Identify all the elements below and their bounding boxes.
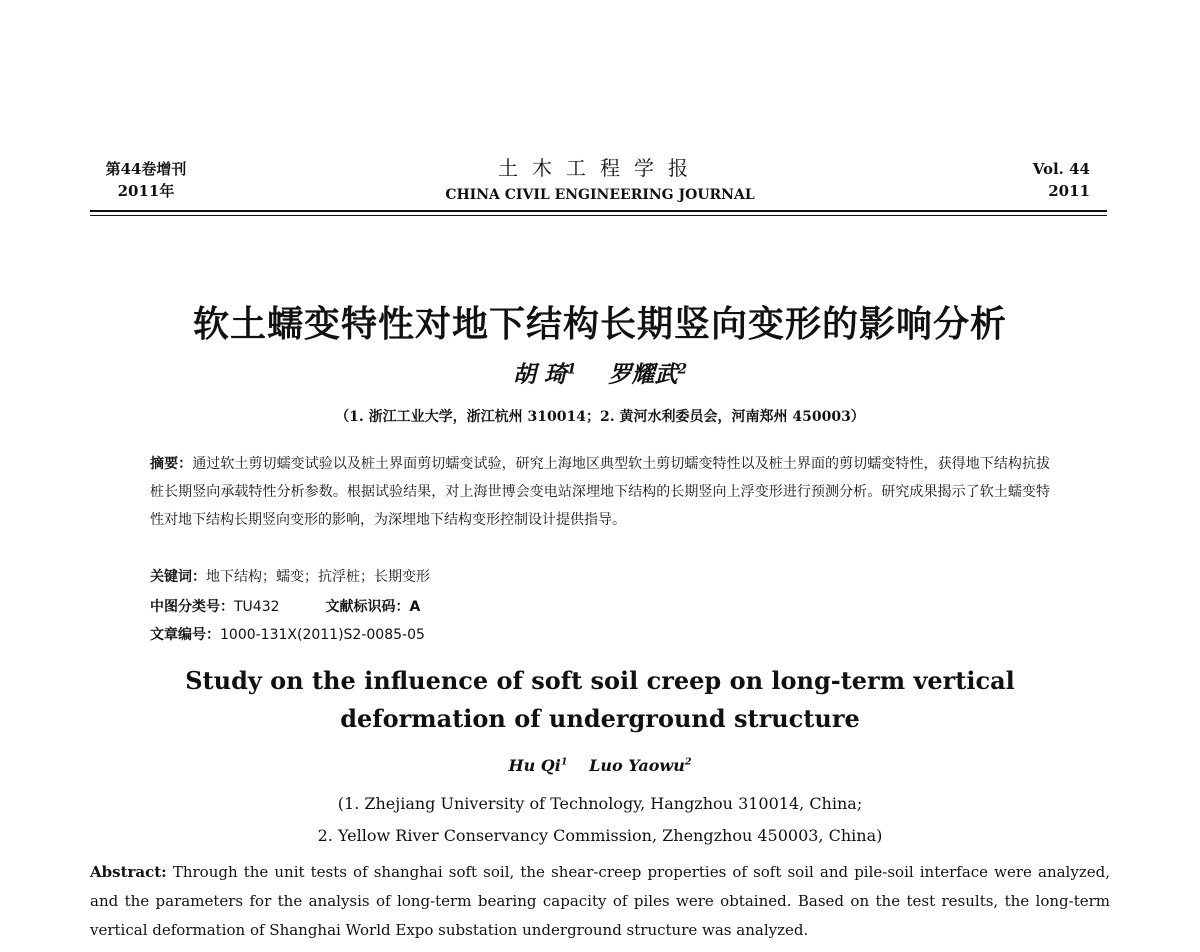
keywords-label: 关键词： xyxy=(150,569,206,585)
article-number xyxy=(150,624,425,644)
clc-label: 中图分类号： xyxy=(150,599,234,615)
keywords-text: 地下结构；蠕变；抗浮桩；长期变形 xyxy=(206,569,430,585)
affiliation-cn: （1. 浙江工业大学，浙江杭州 310014；2. 黄河水利委员会，河南郑州 450003） xyxy=(335,409,865,425)
abstract-cn xyxy=(150,450,1050,534)
article-number-label: 文章编号： xyxy=(150,627,220,643)
authors-cn xyxy=(0,356,1200,389)
authors-en xyxy=(0,756,1200,775)
abstract-cn-text: 通过软土剪切蠕变试验以及桩土界面剪切蠕变试验，研究上海地区典型软土剪切蠕变特性以及桩土界面的剪切蠕变特性，获得地下结构抗拔桩长期竖向承载特性分析参数。根据试验结果，对上海世博会变电站深埋地下结构的长期竖向上浮变形进行预测分析。研究成果揭示了软土蠕变特性对地下结构长期竖向变形的影响，为深埋地下结构变形控制设计提供指导。 xyxy=(150,456,1051,528)
affiliation-en-line: (1. Zhejiang University of Technology, Hangzhou 310014, China; xyxy=(337,794,863,813)
title-en-line: deformation of underground structure xyxy=(340,704,860,733)
author-cn: 胡 琦$^1$ xyxy=(512,361,577,388)
year-en: 2011 xyxy=(1048,182,1090,200)
paper-title-cn: 软土蠕变特性对地下结构长期竖向变形的影响分析 xyxy=(192,304,1007,345)
doc-code-label: 文献标识码： xyxy=(325,599,410,615)
paper-title-en xyxy=(0,662,1200,738)
keywords-cn xyxy=(150,566,430,586)
journal-masthead xyxy=(0,152,1200,203)
article-number-value: 1000-131X(2011)S2-0085-05 xyxy=(220,627,425,643)
doc-code-value: A xyxy=(409,599,421,615)
volume-info xyxy=(1033,158,1090,202)
affiliation-en-line: 2. Yellow River Conservancy Commission, Zhengzhou 450003, China) xyxy=(317,826,883,845)
classification xyxy=(150,596,420,616)
clc-value: TU432 xyxy=(234,599,280,615)
author-cn: 罗耀武$^2$ xyxy=(608,361,688,388)
abstract-en-label: Abstract: xyxy=(90,863,167,881)
affiliation-en xyxy=(0,788,1200,852)
year-cn: 2011年 xyxy=(117,182,175,200)
volume-en: Vol. 44 xyxy=(1032,160,1090,178)
header-rule-thick xyxy=(90,210,1107,212)
header-rule-thin xyxy=(90,215,1107,216)
volume-issue: 第44卷增刊 xyxy=(105,160,187,178)
author-en: Hu Qi$^1$ xyxy=(508,756,568,775)
abstract-en xyxy=(90,858,1110,945)
author-en: Luo Yaowu$^2$ xyxy=(589,756,692,775)
journal-name-en: CHINA CIVIL ENGINEERING JOURNAL xyxy=(445,187,755,203)
abstract-en-text: Through the unit tests of shanghai soft soil, the shear-creep properties of soft soil and pile-soil interface were analyzed, and the parameters for the analysis of long-term bearing capacity of piles were obtained. Based on the test results, the long-term vertical deformation of Shanghai World Expo substation underground structure was analyzed. xyxy=(90,863,1110,939)
abstract-cn-label: 摘要： xyxy=(150,456,193,472)
title-en-line: Study on the influence of soft soil creep on long-term vertical xyxy=(185,666,1015,695)
journal-name-cn: 土木工程学报 xyxy=(498,156,702,180)
